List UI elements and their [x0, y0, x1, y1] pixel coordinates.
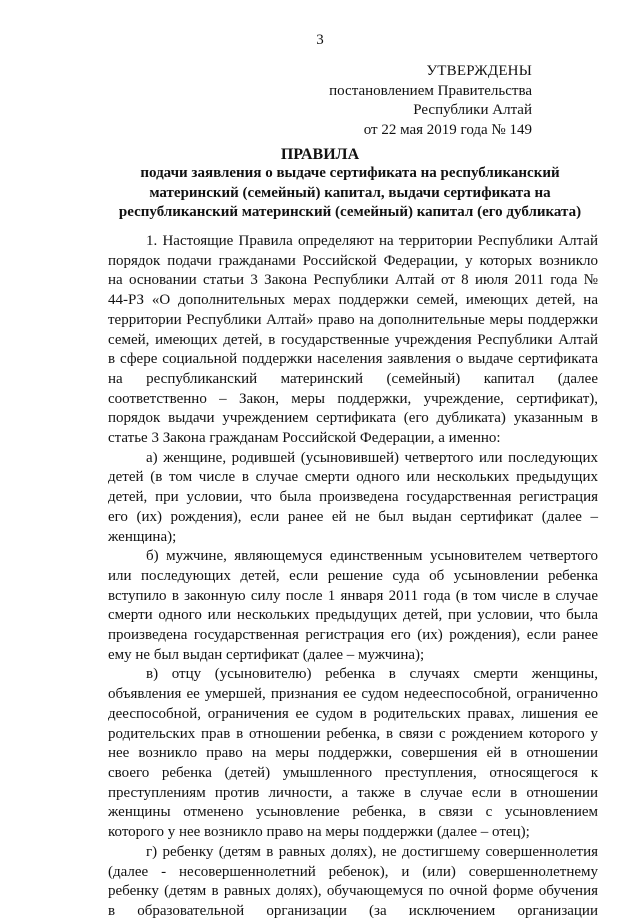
- approval-line: от 22 мая 2019 года № 149: [363, 121, 532, 138]
- text-line: объявления ее умершей, признания ее судом недееспособной, ограниченно: [108, 686, 598, 703]
- text-line: в сфере социальной поддержки населения заявления о выдаче сертификата: [108, 351, 598, 368]
- text-line: в образовательной организации (за исключением организации: [108, 902, 598, 919]
- text-line: порядок подачи гражданами Российской Федерации, у которых возникло: [108, 252, 598, 269]
- paragraph: [108, 232, 598, 449]
- text-line: статье 3 Закона гражданам Российской Федерации, а именно:: [108, 430, 501, 447]
- text-line: женщина);: [108, 528, 177, 545]
- approval-title: УТВЕРЖДЕНЫ: [426, 63, 532, 79]
- text-line: ему не был выдан сертификат (далее – мужчина);: [108, 646, 425, 663]
- text-line: преступлениям против личности, а также в случае если в отношении: [108, 784, 598, 801]
- text-line: территории Республики Алтай» право на дополнительные меры поддержки: [108, 311, 598, 328]
- text-line: женщины отменено усыновление ребенка, в связи с усыновлением: [108, 804, 598, 821]
- approval-stamp: [329, 62, 532, 140]
- text-line: 44-РЗ «О дополнительных мерах поддержки семей, имеющих детей, на: [108, 292, 598, 309]
- subtitle-line: подачи заявления о выдаче сертификата на республиканский: [140, 165, 560, 181]
- document-body: [108, 232, 598, 922]
- subtitle-line: республиканский материнский (семейный) капитал (его дубликата): [118, 204, 582, 220]
- text-line: родительских прав в отношении ребенка, в связи с рождением которого у: [108, 725, 598, 742]
- paragraph: [108, 843, 598, 922]
- text-line: соответственно – Закон, меры поддержки, учреждение, сертификат),: [108, 390, 598, 407]
- text-line: которого у нее возникло право на меры поддержки (далее – отец);: [108, 824, 530, 841]
- text-line: или последующих детей, если решение суда об усыновлении ребенка: [108, 567, 598, 584]
- text-line: детей (в том числе в случае смерти одного или нескольких предыдущих: [108, 469, 598, 486]
- text-line: на основании статьи 3 Закона Республики Алтай от 8 июля 2011 года №: [108, 272, 598, 289]
- paragraph: [108, 547, 598, 665]
- paragraph: [108, 665, 598, 842]
- approval-line: Республики Алтай: [413, 102, 532, 118]
- subtitle-line: материнский (семейный) капитал, выдачи сертификата на: [149, 184, 551, 201]
- page-number: 3: [316, 32, 324, 48]
- text-line: своего ребенка (детей) умышленного преступления, относящегося к: [108, 764, 598, 781]
- text-line: в) отцу (усыновителю) ребенка в случаях смерти женщины,: [146, 666, 598, 683]
- text-line: а) женщине, родившей (усыновившей) четвертого или последующих: [146, 449, 598, 466]
- approval-line: постановлением Правительства: [329, 82, 532, 99]
- text-line: вступило в законную силу после 1 января 2011 года (в том числе в случае: [108, 587, 598, 604]
- text-line: семей, имеющих детей, в государственные учреждения Республики Алтай: [108, 331, 598, 348]
- text-line: г) ребенку (детям в равных долях), не достигшему совершеннолетия: [146, 843, 598, 860]
- text-line: детей, при условии, что была произведена государственная регистрация: [108, 489, 598, 506]
- paragraph: [108, 449, 598, 548]
- text-line: на республиканский материнский (семейный) капитал (далее: [108, 370, 598, 387]
- text-line: порядок выдачи учреждением сертификата (его дубликата) указанным в: [108, 410, 598, 427]
- document-subtitle: [100, 164, 600, 223]
- text-line: 1. Настоящие Правила определяют на территории Республики Алтай: [146, 233, 598, 249]
- text-line: дееспособной, ограничения ее судом в родительских правах, лишения ее: [108, 705, 598, 722]
- text-line: ребенку (детям в равных долях), обучающемуся по очной форме обучения: [108, 883, 598, 900]
- text-line: смерти одного или нескольких предыдущих детей, при условии, что была: [108, 607, 598, 624]
- text-line: нее возникло право на меры поддержки, совершения ей в отношении: [108, 745, 598, 762]
- text-line: (далее - несовершеннолетний ребенок), и (или) совершеннолетнему: [108, 863, 598, 880]
- text-line: б) мужчине, являющемуся единственным усыновителем четвертого: [146, 548, 598, 565]
- text-line: его (их) рождения), если ранее ей не был выдан сертификат (далее –: [108, 508, 598, 525]
- text-line: произведена государственная регистрация его (их) рождения), если ранее: [108, 627, 598, 644]
- document-title: ПРАВИЛА: [280, 146, 360, 163]
